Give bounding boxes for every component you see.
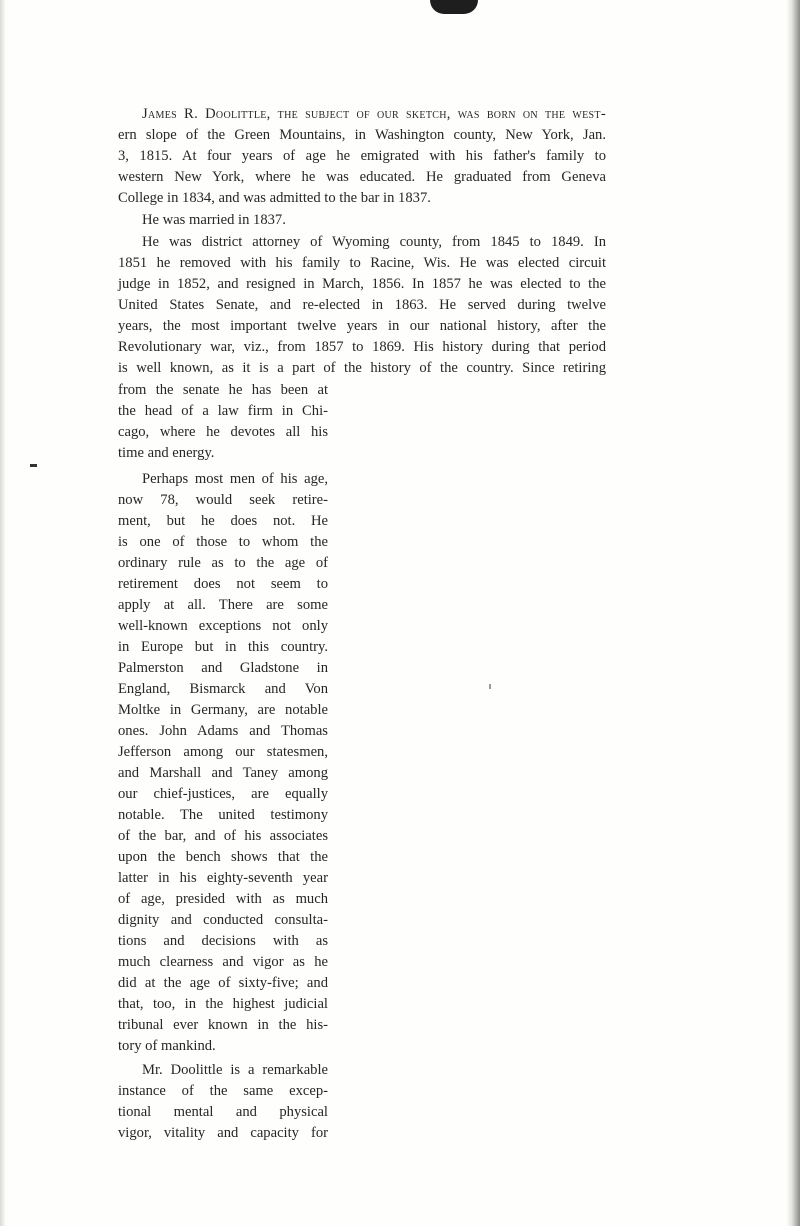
text-line: is well known, as it is a part of the history of the country. Since retiring xyxy=(118,360,606,376)
text-line: from the senate he has been at xyxy=(118,382,328,398)
text-line: instance of the same excep- xyxy=(118,1083,328,1099)
text-line: well-known exceptions not only xyxy=(118,618,328,634)
text-line: notable. The united testimony xyxy=(118,807,328,823)
text-line: tribunal ever known in the his- xyxy=(118,1017,328,1033)
text-line: Palmerston and Gladstone in xyxy=(118,660,328,676)
text-line: did at the age of sixty-five; and xyxy=(118,975,328,991)
binding-mark xyxy=(430,0,478,14)
text-line: and Marshall and Taney among xyxy=(118,765,328,781)
text-line: ordinary rule as to the age of xyxy=(118,555,328,571)
text-line: that, too, in the highest judicial xyxy=(118,996,328,1012)
scan-speck xyxy=(489,684,491,689)
page-edge-shadow-right xyxy=(786,0,800,1226)
text-line: latter in his eighty-seventh year xyxy=(118,870,328,886)
text-line: Revolutionary war, viz., from 1857 to 1869. His history during that period xyxy=(118,339,606,355)
text-line: in Europe but in this country. xyxy=(118,639,328,655)
text-line: much clearness and vigor as he xyxy=(118,954,328,970)
text-line: 3, 1815. At four years of age he emigrated with his father's family to xyxy=(118,148,606,164)
text-line: Mr. Doolittle is a remarkable xyxy=(142,1062,328,1078)
text-line: retirement does not seem to xyxy=(118,576,328,592)
text-line: vigor, vitality and capacity for xyxy=(118,1125,328,1141)
text-line: tory of mankind. xyxy=(118,1038,216,1054)
text-line: He was district attorney of Wyoming county, from 1845 to 1849. In xyxy=(142,234,606,250)
text-line: tions and decisions with as xyxy=(118,933,328,949)
text-line: Perhaps most men of his age, xyxy=(142,471,328,487)
scan-speck xyxy=(30,464,37,467)
text-line: time and energy. xyxy=(118,445,215,461)
text-line: ment, but he does not. He xyxy=(118,513,328,529)
text-line: western New York, where he was educated. He graduated from Geneva xyxy=(118,169,606,185)
text-line: years, the most important twelve years in our national history, after the xyxy=(118,318,606,334)
text-line: United States Senate, and re-elected in 1863. He served during twelve xyxy=(118,297,606,313)
text-line: dignity and conducted consulta- xyxy=(118,912,328,928)
text-line: College in 1834, and was admitted to the bar in 1837. xyxy=(118,190,431,206)
text-line: is one of those to whom the xyxy=(118,534,328,550)
text-line: Jefferson among our statesmen, xyxy=(118,744,328,760)
text-line: tional mental and physical xyxy=(118,1104,328,1120)
text-line-content: James R. Doolittle, the subject of our sketch, was born on the west- xyxy=(142,106,606,122)
text-line: our chief-justices, are equally xyxy=(118,786,328,802)
text-line: 1851 he removed with his family to Racine, Wis. He was elected circuit xyxy=(118,255,606,271)
text-line: of the bar, and of his associates xyxy=(118,828,328,844)
page-edge-shadow-left xyxy=(0,0,6,1226)
text-line: the head of a law firm in Chi- xyxy=(118,403,328,419)
text-line: ern slope of the Green Mountains, in Washington county, New York, Jan. xyxy=(118,127,606,143)
text-line: apply at all. There are some xyxy=(118,597,328,613)
text-line: cago, where he devotes all his xyxy=(118,424,328,440)
text-line: England, Bismarck and Von xyxy=(118,681,328,697)
text-line: Moltke in Germany, are notable xyxy=(118,702,328,718)
text-line: He was married in 1837. xyxy=(142,212,286,228)
text-line: judge in 1852, and resigned in March, 1856. In 1857 he was elected to the xyxy=(118,276,606,292)
text-line: ones. John Adams and Thomas xyxy=(118,723,328,739)
text-line xyxy=(118,104,606,125)
text-line: of age, presided with as much xyxy=(118,891,328,907)
text-line: upon the bench shows that the xyxy=(118,849,328,865)
text-line: now 78, would seek retire- xyxy=(118,492,328,508)
